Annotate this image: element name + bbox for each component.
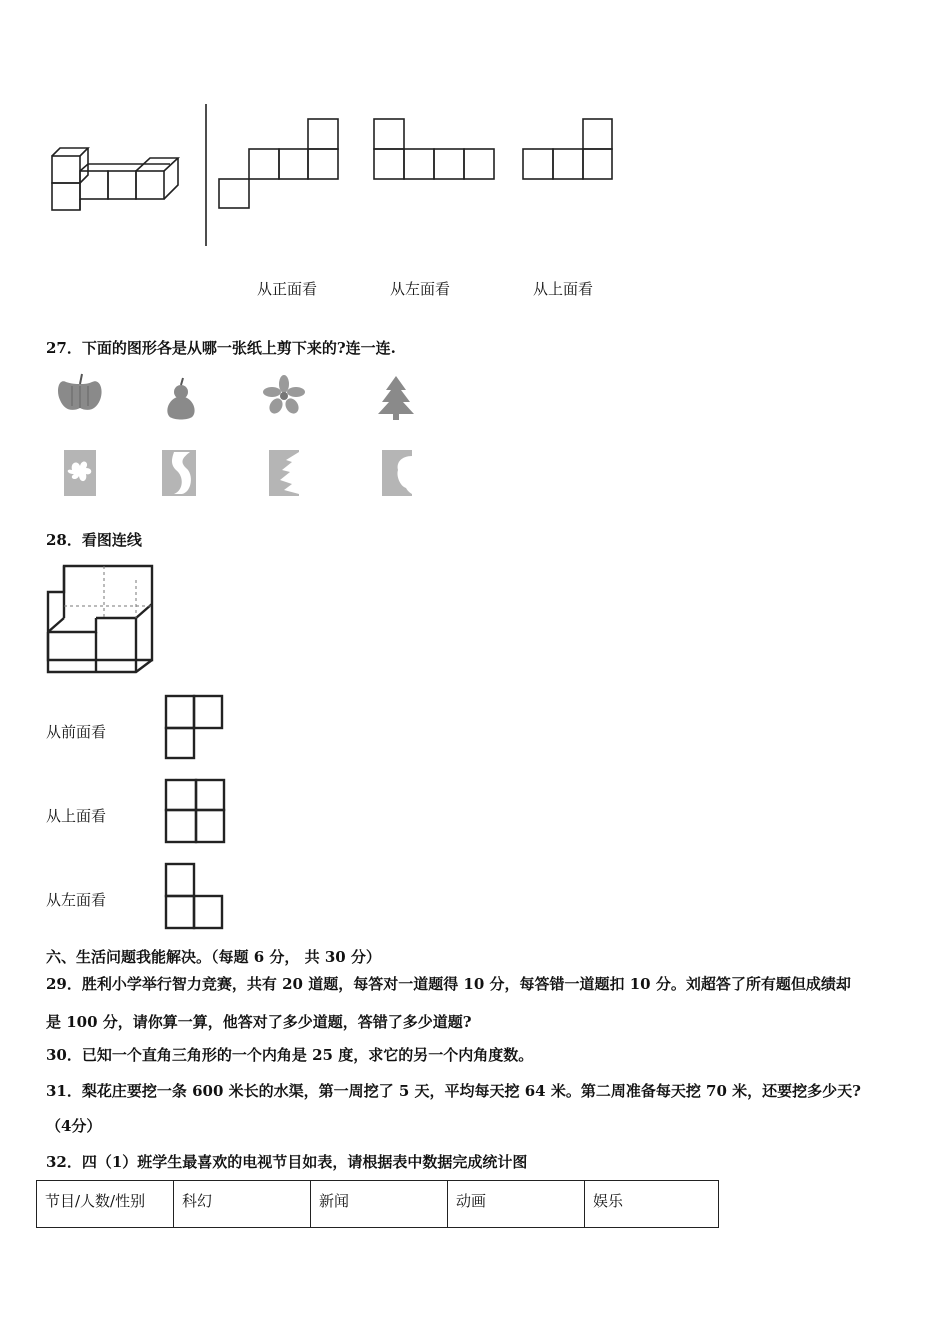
view-label-front: 从正面看	[257, 280, 318, 298]
view-label-left: 从左面看	[390, 280, 451, 298]
q30-text: 30．已知一个直角三角形的一个内角是 25 度，求它的另一个内角度数。	[46, 1046, 534, 1064]
table-header-cell: 娱乐	[585, 1181, 719, 1228]
view-label-top: 从上面看	[533, 280, 594, 298]
q28-view-top: 从上面看	[46, 807, 107, 825]
q28-view-front: 从前面看	[46, 723, 107, 741]
left-view-grid	[166, 864, 222, 928]
tree-icon	[378, 376, 414, 420]
q27-shapes	[0, 370, 950, 510]
paper-tree-cut	[269, 450, 299, 496]
table-row	[37, 1181, 719, 1228]
q29-line1: 29．胜利小学举行智力竞赛，共有 20 道题，每答对一道题得 10 分，每答错一道题扣 10 分。刘超答了所有题但成绩却	[46, 975, 851, 993]
q31-line2: （4分）	[46, 1117, 102, 1135]
table-header-cell: 科幻	[174, 1181, 311, 1228]
q31-line1: 31．梨花庄要挖一条 600 米长的水渠，第一周挖了 5 天，平均每天挖 64 米。第二周准备每天挖 70 米，还要挖多少天?	[46, 1082, 861, 1100]
q32-table	[36, 1180, 719, 1228]
table-header-cell: 新闻	[311, 1181, 448, 1228]
q28-text: 28．看图连线	[46, 531, 142, 549]
q29-line2: 是 100 分，请你算一算，他答对了多少道题，答错了多少道题?	[46, 1013, 472, 1031]
q26-cube-figure	[0, 0, 950, 330]
paper-apple-cut	[382, 450, 412, 496]
paper-flower-cut	[64, 450, 96, 496]
q28-figures	[0, 560, 300, 940]
table-header-cell: 节目/人数/性别	[37, 1181, 174, 1228]
top-view-grid	[166, 780, 224, 842]
front-view-grid	[166, 696, 222, 758]
gourd-icon	[167, 378, 194, 420]
flower-icon	[263, 375, 305, 416]
table-header-cell: 动画	[448, 1181, 585, 1228]
q27-text: 27．下面的图形各是从哪一张纸上剪下来的?连一连.	[46, 339, 396, 357]
q28-view-left: 从左面看	[46, 891, 107, 909]
apple-icon	[58, 374, 102, 410]
paper-gourd-cut	[162, 450, 196, 496]
q32-text: 32．四（1）班学生最喜欢的电视节目如表，请根据表中数据完成统计图	[46, 1153, 528, 1171]
section6-title: 六、生活问题我能解决。（每题 6 分， 共 30 分）	[46, 948, 381, 966]
